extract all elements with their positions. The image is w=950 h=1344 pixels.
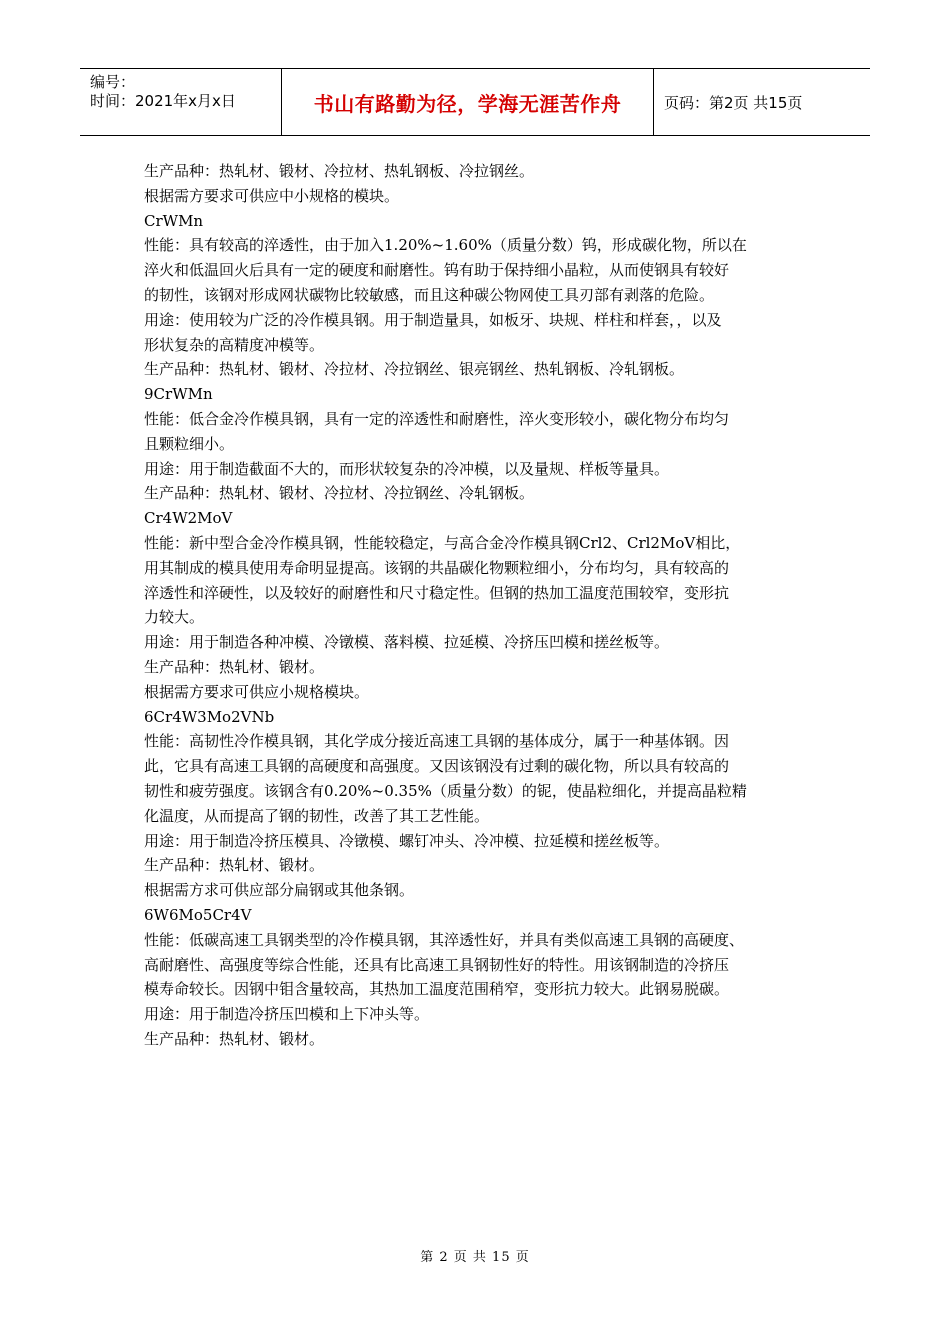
body-line: 淬火和低温回火后具有一定的硬度和耐磨性。钨有助于保持细小晶粒，从而使钢具有较好 [144,261,730,280]
body-line: 性能：新中型合金冷作模具钢，性能较稳定，与高合金冷作模具钢Crl2、Crl2MoV相比， [144,533,741,552]
body-line: 用途：用于制造截面不大的，而形状较复杂的冷冲模，以及量规、样板等量具。 [144,459,670,478]
body-line: 淬透性和淬硬性，以及较好的耐磨性和尺寸稳定性。但钢的热加工温度范围较窄，变形抗 [144,583,730,602]
page-footer [0,1246,950,1265]
header-motto-cell [282,69,654,135]
body-line: 韧性和疲劳强度。该钢含有0.20%~0.35%（质量分数）的铌，使晶粒细化，并提高晶粒精 [144,781,747,800]
section-heading-6cr4w3mo2vnb: 6Cr4W3Mo2VNb [144,707,275,726]
body-line: 根据需方求可供应部分扁钢或其他条钢。 [144,881,415,900]
body-line: 化温度，从而提高了钢的韧性，改善了其工艺性能。 [144,806,490,825]
body-line: 生产品种：热轧材、锻材、冷拉材、热轧钢板、冷拉钢丝。 [144,162,535,180]
body-line: 形状复杂的高精度冲模等。 [144,335,325,354]
document-number-label: 编号： [90,73,136,91]
body-line: 根据需方要求可供应小规格模块。 [144,682,370,701]
body-line: 生产品种：热轧材、锻材、冷拉材、冷拉钢丝、银亮钢丝、热轧钢板、冷轧钢板。 [144,360,685,379]
header-page-info: 页码：第2页 共15页 [664,93,803,112]
body-line: 力较大。 [144,608,205,627]
section-heading-6w6mo5cr4v: 6W6Mo5Cr4V [144,905,252,924]
body-line: 用途：使用较为广泛的冷作模具钢。用于制造量具，如板牙、块规、样柱和样套，，以及 [144,310,722,329]
body-line: 的韧性，该钢对形成网状碳物比较敏感，而且这种碳公物网使工具刃部有剥落的危险。 [144,285,715,304]
body-line: 生产品种：热轧材、锻材。 [144,856,325,875]
body-line: 性能：低碳高速工具钢类型的冷作模具钢，其淬透性好，并具有类似高速工具钢的高硬度、 [144,930,745,949]
body-line: 生产品种：热轧材、锻材。 [144,1029,325,1048]
body-line: 高耐磨性、高强度等综合性能，还具有比高速工具钢韧性好的特性。用该钢制造的冷挤压 [144,955,730,974]
body-line: 且颗粒细小。 [144,434,235,453]
document-date: 时间：2021年x月x日 [90,92,236,110]
section-heading-cr4w2mov: Cr4W2MoV [144,509,233,528]
body-line: 用其制成的模具使用寿命明显提高。该钢的共晶碳化物颗粒细小，分布均匀，具有较高的 [144,558,730,577]
header-page-cell [654,69,870,135]
section-heading-9crwmn: 9CrWMn [144,385,213,404]
body-line: 生产品种：热轧材、锻材、冷拉材、冷拉钢丝、冷轧钢板。 [144,484,535,503]
body-line: 生产品种：热轧材、锻材。 [144,657,325,676]
footer-page-number: 第 2 页 共 15 页 [420,1250,530,1265]
body-line: 用途：用于制造各种冲模、冷镦模、落料模、拉延模、冷挤压凹模和搓丝板等。 [144,633,670,652]
body-line: 性能：低合金冷作模具钢，具有一定的淬透性和耐磨性，淬火变形较小，碳化物分布均匀 [144,409,730,428]
document-body [144,159,806,1052]
body-line: 模寿命较长。因钢中钼含量较高，其热加工温度范围稍窄，变形抗力较大。此钢易脱碳。 [144,980,730,999]
body-line: 此，它具有高速工具钢的高硬度和高强度。又因该钢没有过剩的碳化物，所以具有较高的 [144,757,730,776]
body-line: 性能：具有较高的淬透性，由于加入1.20%~1.60%（质量分数）钨，形成碳化物，所以在 [144,236,747,255]
document-header [80,68,870,136]
body-line: 用途：用于制造冷挤压模具、冷镦模、螺钉冲头、冷冲模、拉延模和搓丝板等。 [144,831,670,850]
body-line: 性能：高韧性冷作模具钢，其化学成分接近高速工具钢的基体成分，属于一种基体钢。因 [144,732,730,751]
section-heading-crwmn: CrWMn [144,211,204,230]
body-line: 用途：用于制造冷挤压凹模和上下冲头等。 [144,1005,430,1024]
body-line: 根据需方要求可供应中小规格的模块。 [144,186,400,205]
header-motto: 书山有路勤为径，学海无涯苦作舟 [313,91,622,116]
header-meta-cell [80,69,282,135]
